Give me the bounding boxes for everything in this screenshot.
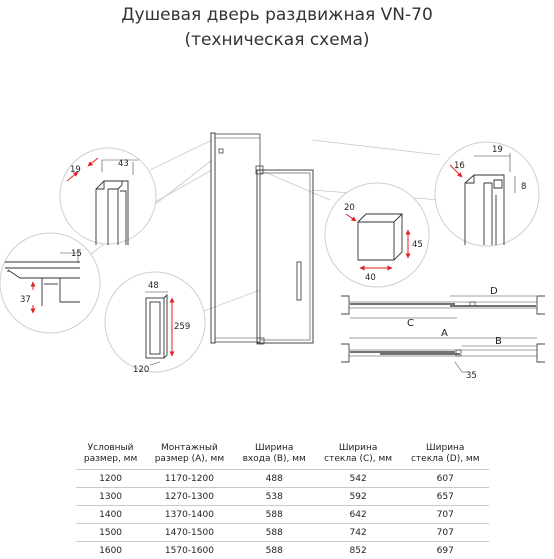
table-cell: 1270-1300 bbox=[145, 488, 234, 506]
table-cell: 1400 bbox=[76, 506, 145, 524]
detail-right-profile bbox=[435, 142, 539, 246]
table-cell: 542 bbox=[315, 470, 402, 488]
table-cell: 588 bbox=[234, 542, 315, 559]
table-header-row bbox=[76, 441, 489, 470]
diagram-title: Душевая дверь раздвижная VN-70 bbox=[121, 5, 433, 25]
table-cell: 607 bbox=[401, 470, 489, 488]
plan-label-a: A bbox=[441, 328, 448, 339]
table-cell: 1370-1400 bbox=[145, 506, 234, 524]
bottom-profile-dim-b: 37 bbox=[20, 295, 31, 305]
top-profile-dim-a: 19 bbox=[70, 165, 81, 175]
table-cell: 707 bbox=[401, 524, 489, 542]
top-profile-dim-b: 43 bbox=[118, 159, 129, 169]
handle-dim-c: 120 bbox=[133, 365, 150, 375]
detail-bottom-profile bbox=[0, 233, 100, 333]
table-cell: 1500 bbox=[76, 524, 145, 542]
handle-dim-b: 259 bbox=[174, 322, 191, 332]
table-cell: 1600 bbox=[76, 542, 145, 559]
header-nominal-size: Условный размер, мм bbox=[83, 443, 138, 464]
block-dim-c: 40 bbox=[365, 273, 376, 283]
table-cell: 742 bbox=[315, 524, 402, 542]
block-dim-b: 45 bbox=[412, 240, 423, 250]
table-cell: 642 bbox=[315, 506, 402, 524]
table-cell: 592 bbox=[315, 488, 402, 506]
detail-block bbox=[325, 183, 429, 287]
table-cell: 588 bbox=[234, 524, 315, 542]
table-row bbox=[76, 470, 489, 488]
table-cell: 1570-1600 bbox=[145, 542, 234, 559]
plan-view-closed bbox=[341, 296, 545, 318]
dimensions-table bbox=[76, 441, 489, 559]
table-cell: 707 bbox=[401, 506, 489, 524]
door-front-view bbox=[211, 133, 313, 344]
plan-label-b: B bbox=[495, 336, 502, 347]
table-cell: 588 bbox=[234, 506, 315, 524]
header-glass-d-width: Ширина стекла (D), мм bbox=[410, 443, 480, 464]
table-cell: 657 bbox=[401, 488, 489, 506]
table-cell: 488 bbox=[234, 470, 315, 488]
table-row bbox=[76, 488, 489, 506]
table-cell: 1170-1200 bbox=[145, 470, 234, 488]
plan-label-gap: 35 bbox=[466, 371, 477, 381]
handle-dim-a: 48 bbox=[148, 281, 159, 291]
detail-top-profile bbox=[60, 148, 156, 245]
header-glass-c-width: Ширина стекла (С), мм bbox=[324, 443, 393, 464]
plan-view-open bbox=[341, 338, 545, 372]
right-profile-dim-c: 8 bbox=[521, 182, 527, 192]
plan-label-d: D bbox=[490, 286, 498, 297]
right-profile-dim-a: 16 bbox=[454, 161, 465, 171]
bottom-profile-dim-a: 15 bbox=[71, 249, 82, 259]
right-profile-dim-b: 19 bbox=[492, 145, 503, 155]
table-cell: 1200 bbox=[76, 470, 145, 488]
block-dim-a: 20 bbox=[344, 203, 355, 213]
table-cell: 1300 bbox=[76, 488, 145, 506]
header-entrance-width: Ширина входа (В), мм bbox=[242, 443, 306, 464]
plan-label-c: C bbox=[407, 318, 414, 329]
table-row bbox=[76, 524, 489, 542]
table-cell: 697 bbox=[401, 542, 489, 559]
table-cell: 1470-1500 bbox=[145, 524, 234, 542]
detail-handle bbox=[105, 272, 205, 375]
diagram-subtitle: (техническая схема) bbox=[184, 30, 370, 50]
table-row bbox=[76, 506, 489, 524]
table-cell: 852 bbox=[315, 542, 402, 559]
header-mounting-size: Монтажный размер (А), мм bbox=[154, 443, 225, 464]
table-row bbox=[76, 542, 489, 559]
table-cell: 538 bbox=[234, 488, 315, 506]
